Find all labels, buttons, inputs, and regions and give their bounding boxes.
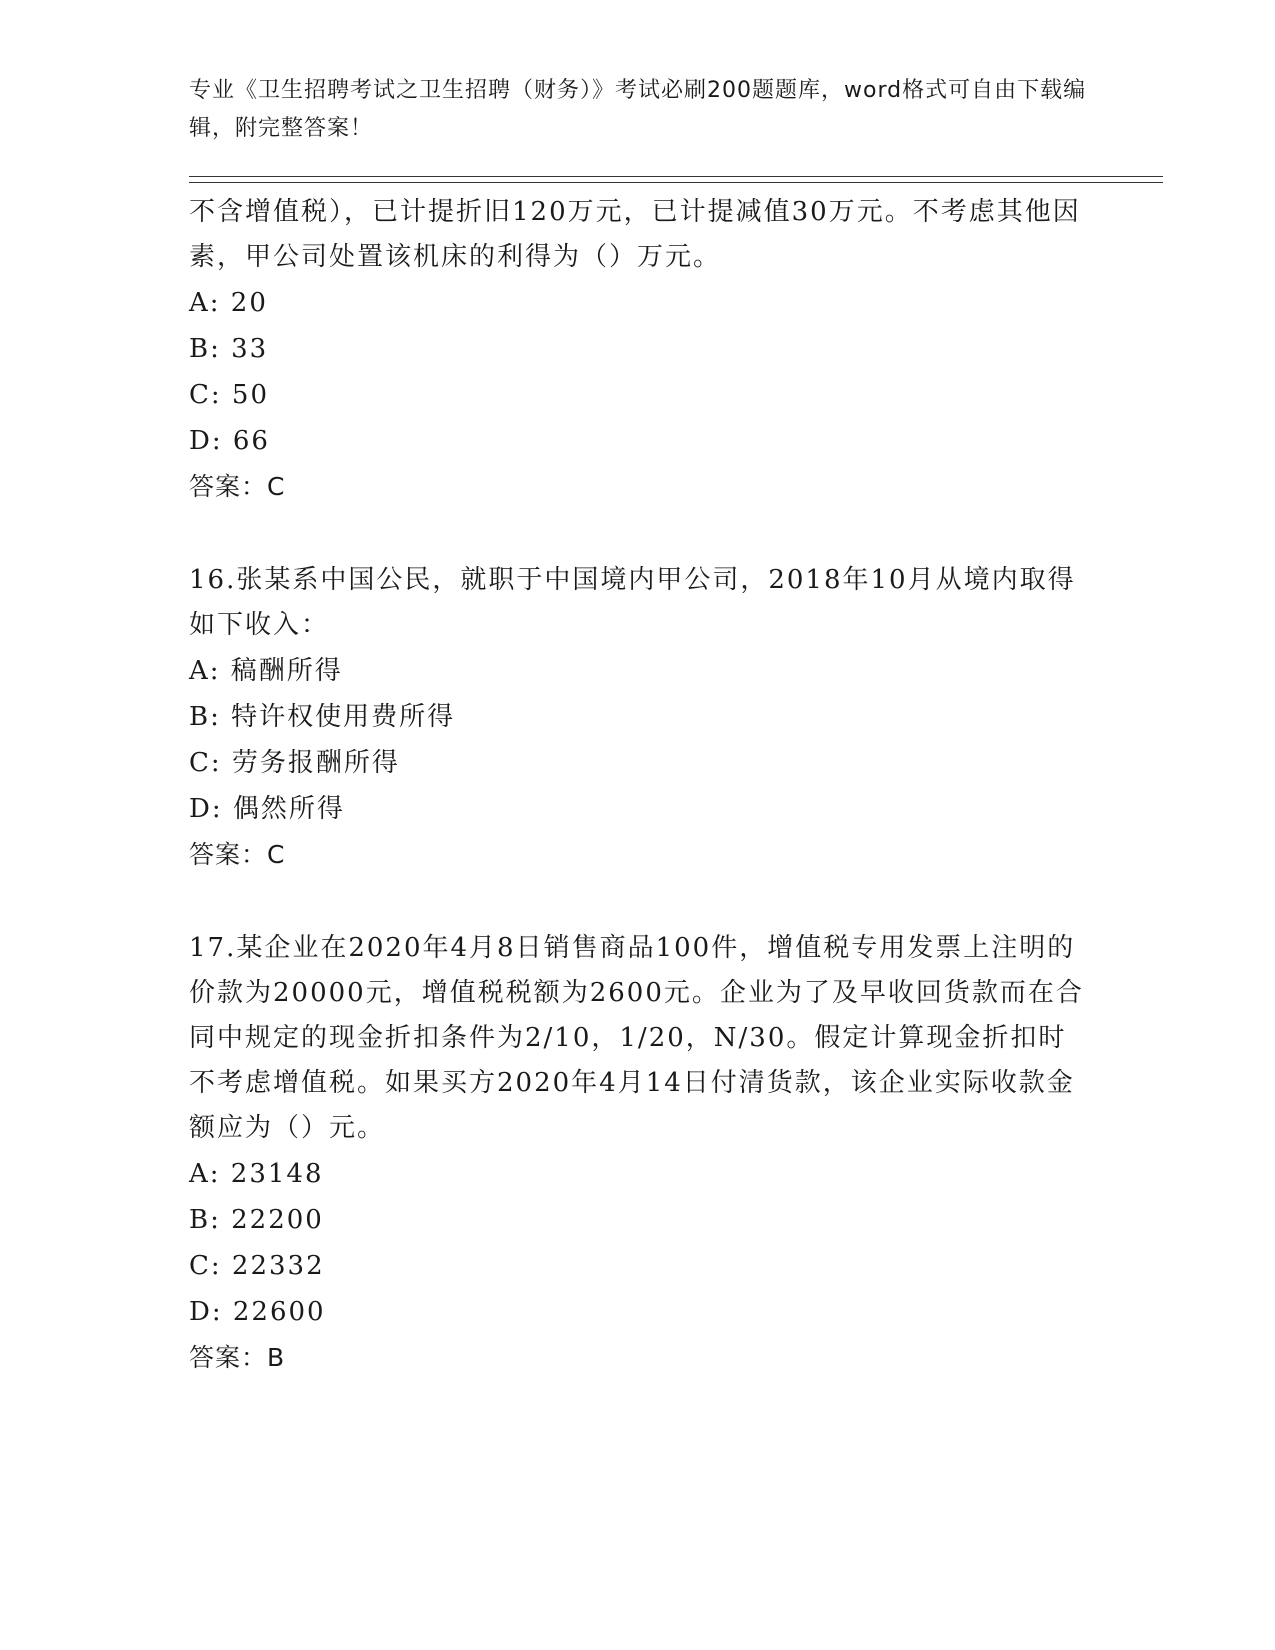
question-16	[189, 558, 1089, 878]
option-c: C: 50	[189, 380, 270, 410]
option-a: A: 23148	[189, 1159, 324, 1189]
question-text: 不含增值税），已计提折旧120万元，已计提减值30万元。不考虑其他因素，甲公司处置该机床的利得为（）万元。	[189, 197, 1081, 272]
option-b: B: 特许权使用费所得	[189, 702, 456, 732]
option-d: D: 22600	[189, 1297, 326, 1327]
question-text: 17.某企业在2020年4月8日销售商品100件，增值税专用发票上注明的价款为20000元，增值税税额为2600元。企业为了及早收回货款而在合同中规定的现金折扣条件为2/10，1/20，N/30。假定计算现金折扣时不考虑增值税。如果买方2020年4月14日付清货款，该企业实际收款金额应为（）元。	[189, 933, 1084, 1143]
question-text: 16.张某系中国公民，就职于中国境内甲公司，2018年10月从境内取得如下收入：	[189, 565, 1076, 640]
answer-line: 答案：B	[189, 1343, 286, 1372]
question-15-continued	[189, 190, 1089, 510]
option-a: A: 稿酬所得	[189, 656, 343, 686]
page-header: 专业《卫生招聘考试之卫生招聘（财务）》考试必刷200题题库，word格式可自由下载编辑，附完整答案！	[189, 78, 1087, 141]
header-divider	[189, 176, 1163, 183]
option-d: D: 66	[189, 426, 270, 456]
option-c: C: 22332	[189, 1251, 325, 1281]
question-17	[189, 926, 1089, 1381]
answer-line: 答案：C	[189, 472, 286, 501]
option-b: B: 22200	[189, 1205, 324, 1235]
option-a: A: 20	[189, 288, 268, 318]
option-d: D: 偶然所得	[189, 794, 345, 824]
option-b: B: 33	[189, 334, 269, 364]
answer-line: 答案：C	[189, 840, 286, 869]
document-body	[189, 190, 1089, 1381]
option-c: C: 劳务报酬所得	[189, 748, 400, 778]
